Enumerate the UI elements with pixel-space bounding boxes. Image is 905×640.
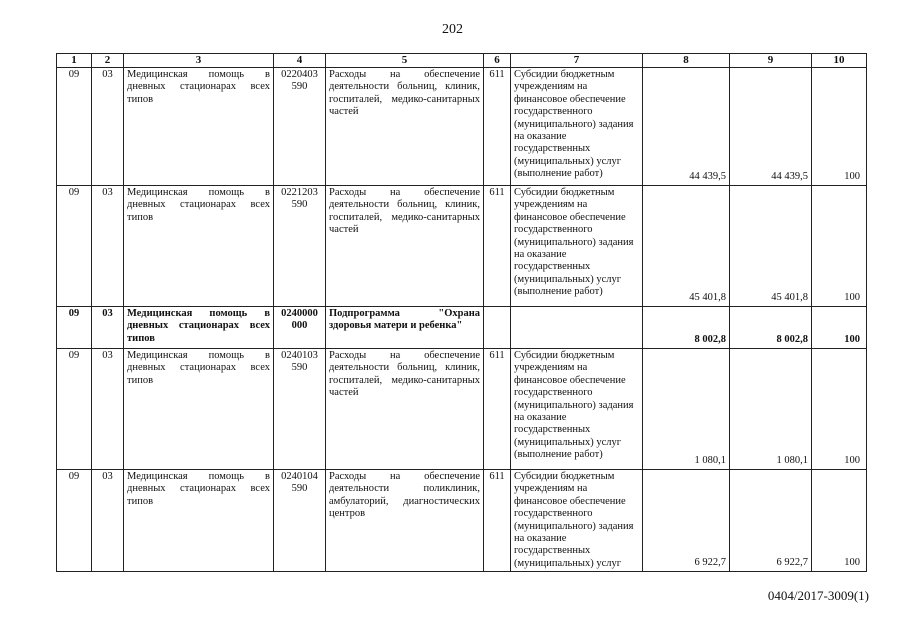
column-header-2: 2 bbox=[92, 54, 124, 68]
subsection-code: 03 bbox=[92, 186, 124, 307]
budget-table bbox=[56, 53, 867, 572]
executed-amount: 6 922,7 bbox=[730, 470, 812, 572]
expense-type-code: 611 bbox=[484, 68, 511, 186]
column-header-5: 5 bbox=[326, 54, 484, 68]
execution-percent: 100 bbox=[812, 68, 867, 186]
target-article-name: Подпрограмма "Охрана здоровья матери и ребенка" bbox=[326, 307, 484, 349]
section-code: 09 bbox=[57, 68, 92, 186]
target-article-code: 0240103 590 bbox=[274, 349, 326, 470]
expense-type-name: Субсидии бюджетным учреждениям на финансовое обеспечение государственного (муниципального) задания на оказание государственных (муниципальных) услуг (выполнение работ) bbox=[511, 68, 643, 186]
subsection-name: Медицинская помощь в дневных стационарах всех типов bbox=[124, 68, 274, 186]
table-row bbox=[57, 68, 867, 186]
planned-amount: 45 401,8 bbox=[643, 186, 730, 307]
column-header-1: 1 bbox=[57, 54, 92, 68]
column-header-8: 8 bbox=[643, 54, 730, 68]
executed-amount: 1 080,1 bbox=[730, 349, 812, 470]
execution-percent: 100 bbox=[812, 186, 867, 307]
column-header-7: 7 bbox=[511, 54, 643, 68]
execution-percent: 100 bbox=[812, 307, 867, 349]
target-article-name: Расходы на обеспечение деятельности поликлиник, амбулаторий, диагностических центров bbox=[326, 470, 484, 572]
executed-amount: 45 401,8 bbox=[730, 186, 812, 307]
planned-amount: 44 439,5 bbox=[643, 68, 730, 186]
executed-amount: 8 002,8 bbox=[730, 307, 812, 349]
subsection-code: 03 bbox=[92, 68, 124, 186]
table-row bbox=[57, 470, 867, 572]
column-header-3: 3 bbox=[124, 54, 274, 68]
table-row bbox=[57, 307, 867, 349]
target-article-code: 0240000 000 bbox=[274, 307, 326, 349]
page-number: 202 bbox=[442, 22, 463, 37]
expense-type-code: 611 bbox=[484, 470, 511, 572]
expense-type-code bbox=[484, 307, 511, 349]
execution-percent: 100 bbox=[812, 470, 867, 572]
section-code: 09 bbox=[57, 470, 92, 572]
section-code: 09 bbox=[57, 307, 92, 349]
subsection-code: 03 bbox=[92, 307, 124, 349]
execution-percent: 100 bbox=[812, 349, 867, 470]
expense-type-code: 611 bbox=[484, 186, 511, 307]
table-row bbox=[57, 186, 867, 307]
target-article-name: Расходы на обеспечение деятельности больниц, клиник, госпиталей, медико-санитарных частей bbox=[326, 68, 484, 186]
target-article-code: 0240104 590 bbox=[274, 470, 326, 572]
subsection-name: Медицинская помощь в дневных стационарах всех типов bbox=[124, 186, 274, 307]
expense-type-name: Субсидии бюджетным учреждениям на финансовое обеспечение государственного (муниципального) задания на оказание государственных (муниципальных) услуг (выполнение работ) bbox=[511, 186, 643, 307]
expense-type-name: Субсидии бюджетным учреждениям на финансовое обеспечение государственного (муниципального) задания на оказание государственных (муниципальных) услуг bbox=[511, 470, 643, 572]
subsection-code: 03 bbox=[92, 349, 124, 470]
subsection-name: Медицинская помощь в дневных стационарах всех типов bbox=[124, 470, 274, 572]
target-article-code: 0221203 590 bbox=[274, 186, 326, 307]
section-code: 09 bbox=[57, 186, 92, 307]
subsection-name: Медицинская помощь в дневных стационарах всех типов bbox=[124, 307, 274, 349]
table-header-row bbox=[57, 54, 867, 68]
executed-amount: 44 439,5 bbox=[730, 68, 812, 186]
expense-type-name bbox=[511, 307, 643, 349]
target-article-code: 0220403 590 bbox=[274, 68, 326, 186]
planned-amount: 8 002,8 bbox=[643, 307, 730, 349]
expense-type-name: Субсидии бюджетным учреждениям на финансовое обеспечение государственного (муниципального) задания на оказание государственных (муниципальных) услуг (выполнение работ) bbox=[511, 349, 643, 470]
column-header-4: 4 bbox=[274, 54, 326, 68]
table-row bbox=[57, 349, 867, 470]
column-header-9: 9 bbox=[730, 54, 812, 68]
document-code: 0404/2017-3009(1) bbox=[767, 588, 869, 603]
subsection-code: 03 bbox=[92, 470, 124, 572]
subsection-name: Медицинская помощь в дневных стационарах всех типов bbox=[124, 349, 274, 470]
target-article-name: Расходы на обеспечение деятельности больниц, клиник, госпиталей, медико-санитарных частей bbox=[326, 349, 484, 470]
target-article-name: Расходы на обеспечение деятельности больниц, клиник, госпиталей, медико-санитарных частей bbox=[326, 186, 484, 307]
planned-amount: 1 080,1 bbox=[643, 349, 730, 470]
expense-type-code: 611 bbox=[484, 349, 511, 470]
column-header-6: 6 bbox=[484, 54, 511, 68]
column-header-10: 10 bbox=[812, 54, 867, 68]
planned-amount: 6 922,7 bbox=[643, 470, 730, 572]
section-code: 09 bbox=[57, 349, 92, 470]
